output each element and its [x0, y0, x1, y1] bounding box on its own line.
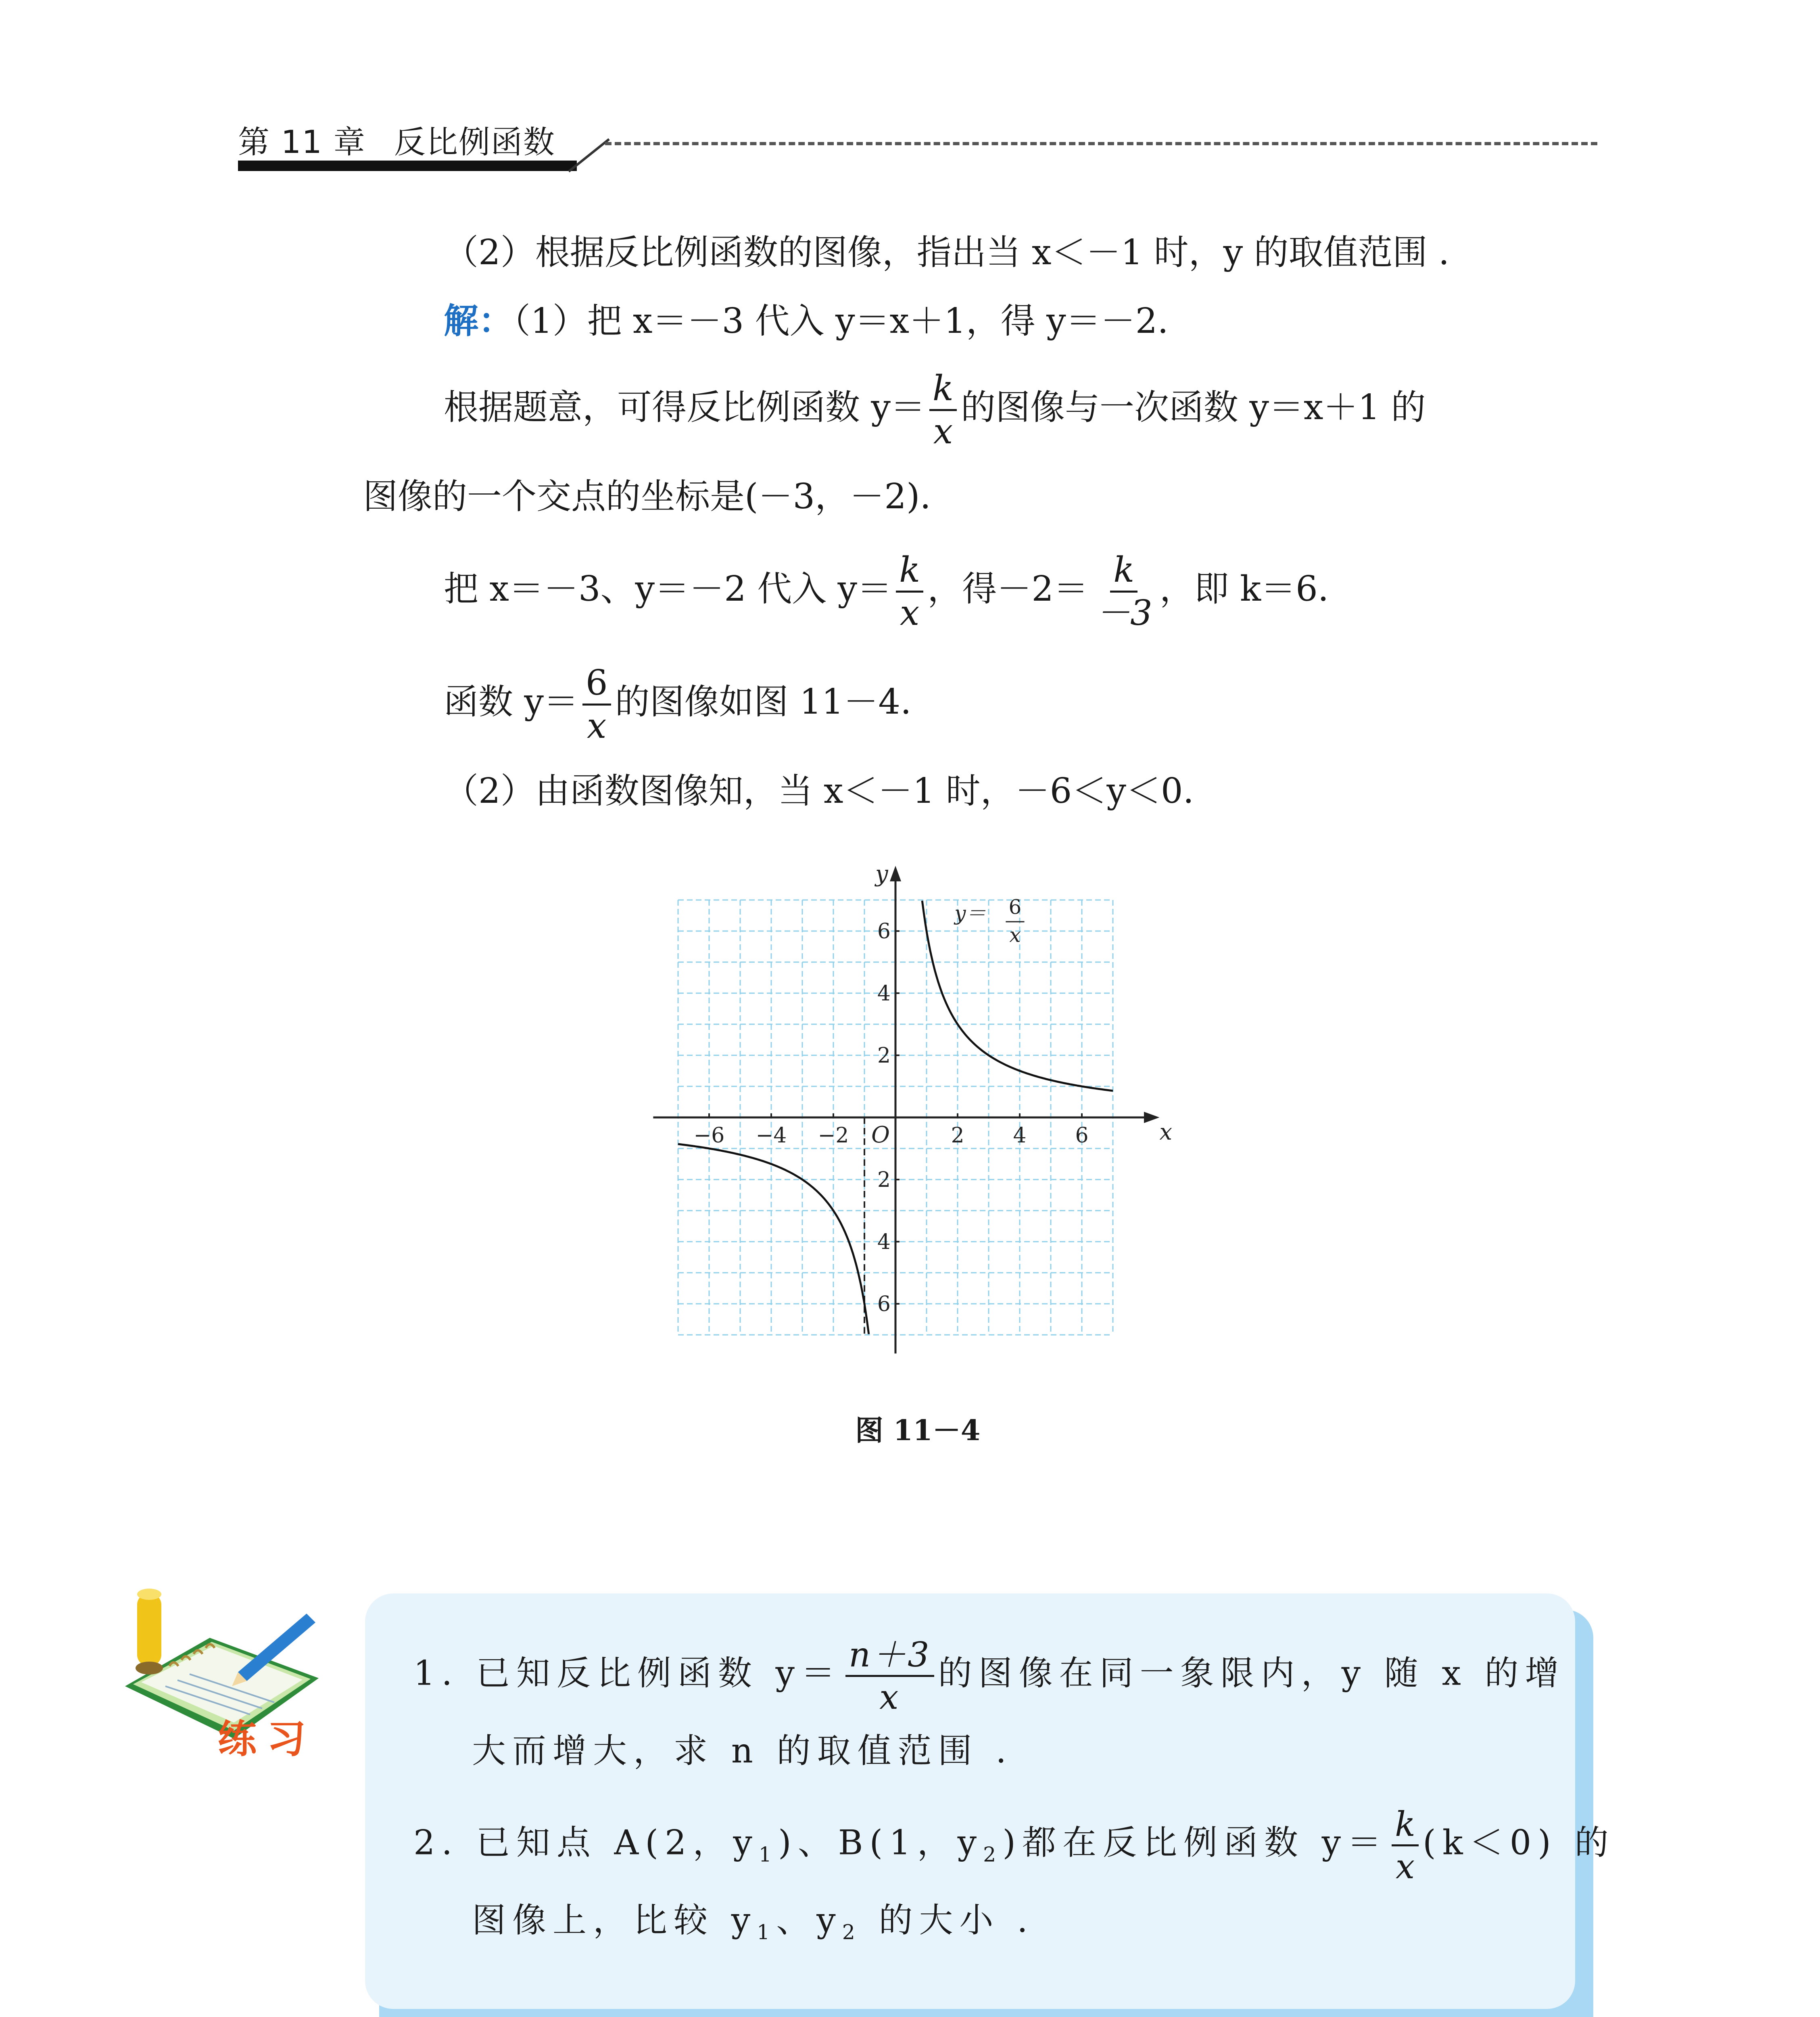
curve-label-num: 6 [1008, 895, 1022, 919]
ex-text: )都在反比例函数 y＝ [1002, 1823, 1388, 1862]
frac-num: k [1392, 1807, 1419, 1846]
y-tick-label: 2 [877, 1168, 891, 1192]
chapter-number: 第 11 章 [238, 124, 366, 161]
subscript: 1 [757, 1920, 776, 1944]
frac-num: 6 [582, 666, 611, 706]
frac-num: n＋3 [845, 1638, 934, 1677]
frac-num: k [929, 371, 957, 411]
paragraph-intersection [444, 368, 1426, 452]
frac-den: x [1395, 1847, 1415, 1886]
para-text: ，得－2＝ [927, 569, 1088, 609]
para-text: 把 x＝－3、y＝－2 代入 y＝ [444, 569, 892, 609]
y-tick-label: 4 [877, 981, 891, 1006]
fraction-k-over-x [1392, 1804, 1419, 1886]
ex-text: 、y [776, 1900, 842, 1940]
paragraph-function [444, 663, 912, 746]
header-dashed-rule [605, 142, 1597, 145]
fraction-n-plus-3-over-x [845, 1635, 934, 1717]
x-tick-label: −6 [693, 1123, 725, 1148]
chapter-title: 反比例函数 [394, 124, 555, 161]
frac-num: k [1110, 553, 1138, 593]
y-tick-label: 4 [877, 1230, 891, 1254]
hyperbola-graph [657, 860, 1190, 1355]
frac-den: －3 [1095, 593, 1152, 633]
para-text: 根据题意，可得反比例函数 y＝ [444, 387, 925, 428]
x-tick-label: −2 [818, 1123, 849, 1148]
paragraph-substitute [444, 550, 1329, 633]
exercise-1-line-1 [413, 1635, 1565, 1717]
hyperbola-branch-third-quadrant [678, 1144, 869, 1334]
ex-text: 1. 已知反比例函数 y＝ [413, 1653, 842, 1693]
solution-1-text: （1）把 x＝－3 代入 y＝x＋1，得 y＝－2. [513, 301, 1169, 341]
ex-text: 图像上，比较 y [472, 1900, 757, 1940]
y-axis-arrow [890, 866, 901, 881]
header-underline [238, 161, 577, 171]
fraction-k-over-x [929, 368, 957, 452]
x-axis-label: x [1159, 1119, 1173, 1145]
ex-text: 的图像在同一象限内，y 随 x 的增 [938, 1653, 1565, 1693]
solution-part-1 [444, 301, 1169, 342]
exercise-2-line-2 [472, 1900, 1034, 1944]
ex-text: (k＜0) 的 [1423, 1823, 1615, 1862]
chapter-header [238, 117, 555, 162]
ex-text: 的大小 . [861, 1900, 1034, 1940]
y-tick-label: 6 [877, 1292, 891, 1316]
y-tick-label: 2 [877, 1044, 891, 1068]
y-axis-label: y [875, 860, 888, 887]
graph-axes [653, 866, 1159, 1353]
curve-label-prefix: y＝ [954, 902, 986, 925]
frac-den: x [900, 593, 920, 633]
frac-den: x [933, 411, 953, 452]
subscript: 2 [842, 1920, 862, 1944]
x-tick-label: 6 [1075, 1123, 1089, 1148]
solution-part-2: （2）由函数图像知，当 x＜－1 时，－6＜y＜0. [444, 771, 1194, 811]
question-2: （2）根据反比例函数的图像，指出当 x＜－1 时，y 的取值范围 . [444, 232, 1450, 273]
subscript: 2 [983, 1842, 1003, 1867]
header-slash [565, 133, 613, 173]
solution-label: 解： [444, 301, 513, 341]
fraction-k-over-neg3 [1092, 550, 1156, 633]
frac-den: x [587, 706, 607, 746]
figure-caption: 图 11－4 [855, 1414, 981, 1447]
subscript: 1 [758, 1842, 778, 1867]
x-tick-label: −4 [756, 1123, 787, 1148]
ex-text: 2. 已知点 A(2，y [413, 1823, 759, 1862]
para-text: 的图像与一次函数 y＝x＋1 的 [961, 387, 1426, 428]
fraction-6-over-x [582, 663, 611, 746]
para-text: ，即 k＝6. [1159, 569, 1329, 609]
x-axis-arrow [1144, 1112, 1160, 1123]
curve-label-den: x [1009, 923, 1021, 947]
ex-text: )、B(1，y [778, 1823, 983, 1862]
fraction-k-over-x [896, 550, 923, 633]
exercise-label: 练习 [218, 1716, 316, 1762]
x-tick-label: 4 [1013, 1123, 1027, 1148]
para-text: 函数 y＝ [444, 682, 578, 722]
origin-label: O [871, 1122, 890, 1148]
paragraph-point: 图像的一个交点的坐标是(－3，－2). [363, 476, 931, 517]
para-text: 的图像如图 11－4. [615, 682, 912, 722]
x-tick-label: 2 [951, 1123, 964, 1148]
exercise-2-line-1 [413, 1804, 1615, 1886]
y-tick-label: 6 [877, 919, 891, 944]
exercise-1-line-2: 大而增大，求 n 的取值范围 . [472, 1731, 1013, 1771]
frac-den: x [879, 1677, 900, 1717]
frac-num: k [896, 553, 923, 593]
